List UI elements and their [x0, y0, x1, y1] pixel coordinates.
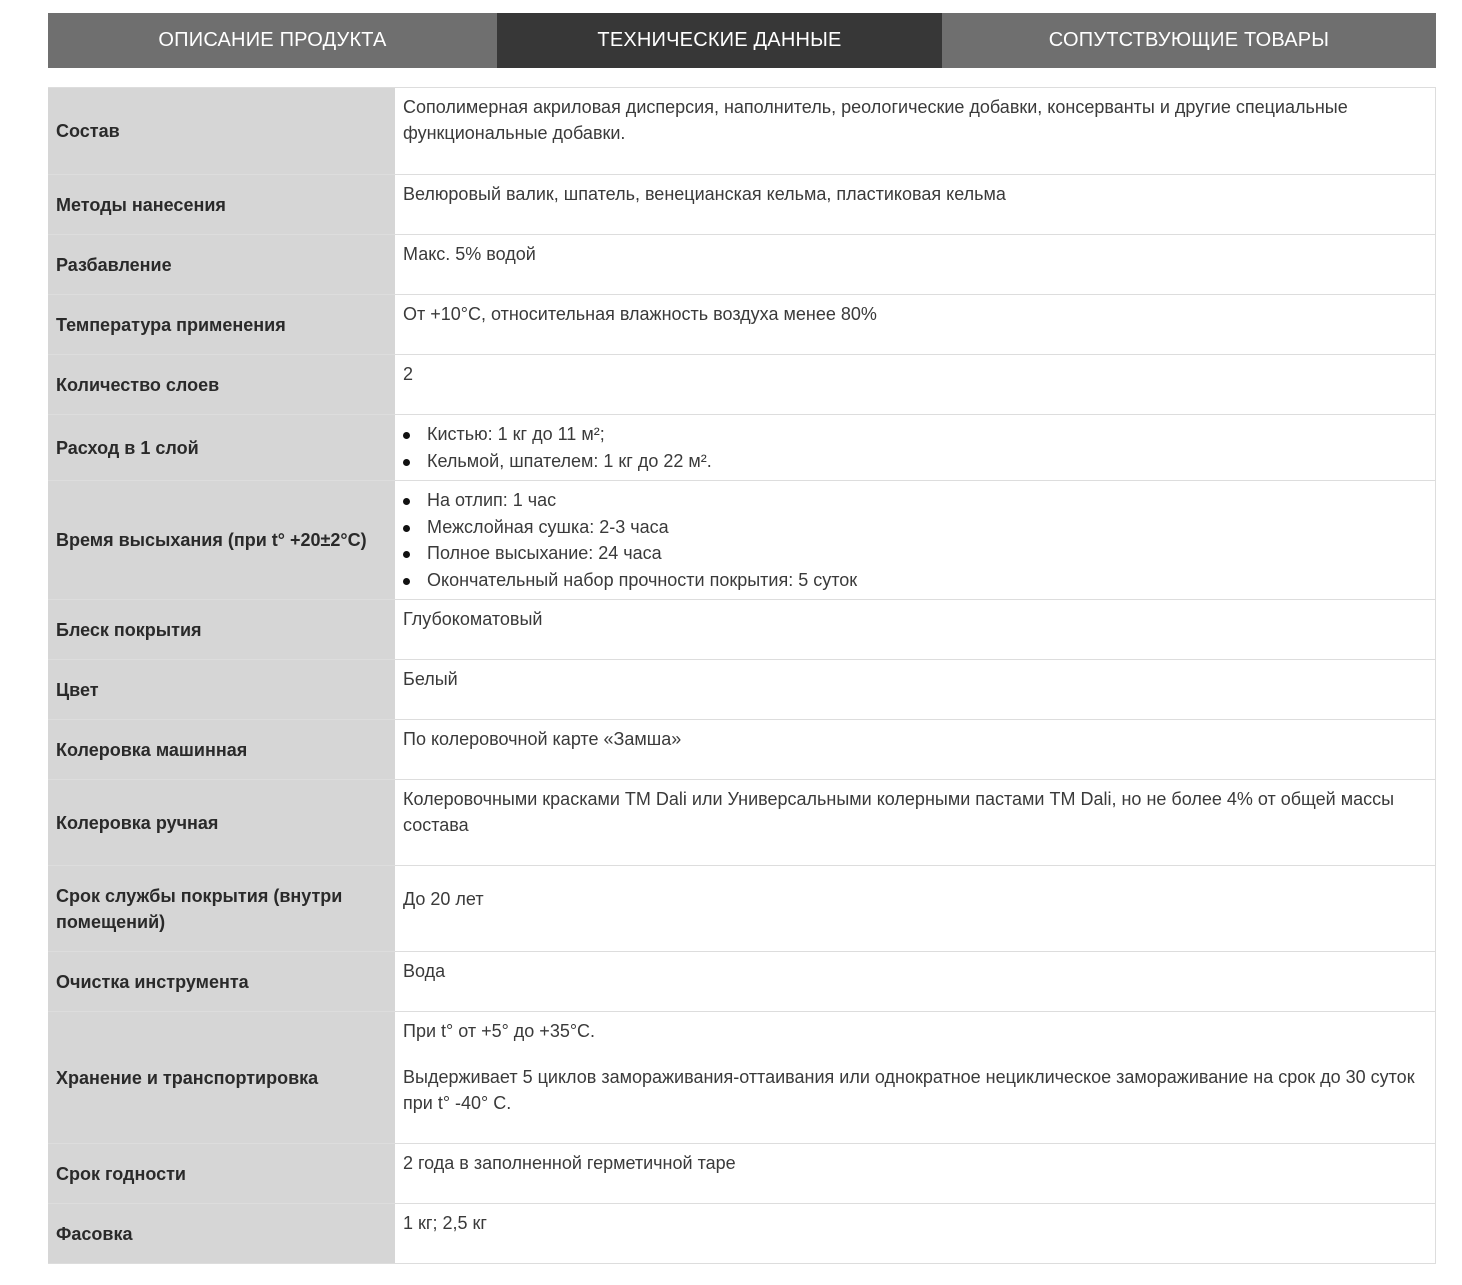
- spec-row: [48, 1012, 1436, 1144]
- spec-row: [48, 600, 1436, 660]
- spec-row: [48, 415, 1436, 481]
- tab-related-products[interactable]: СОПУТСТВУЮЩИЕ ТОВАРЫ: [942, 13, 1436, 68]
- spec-value: Белый: [395, 660, 1436, 720]
- bullet-list: [403, 487, 1427, 593]
- spec-row: [48, 235, 1436, 295]
- spec-value: От +10°C, относительная влажность воздуха менее 80%: [395, 295, 1436, 355]
- spec-row: [48, 88, 1436, 175]
- spec-row: [48, 780, 1436, 866]
- spec-value: До 20 лет: [395, 866, 1436, 952]
- spec-row: [48, 295, 1436, 355]
- spec-value: Макс. 5% водой: [395, 235, 1436, 295]
- spec-row: [48, 660, 1436, 720]
- list-item: Кельмой, шпателем: 1 кг до 22 м².: [403, 448, 1427, 475]
- spec-label: Блеск покрытия: [48, 600, 395, 660]
- spec-label: Очистка инструмента: [48, 952, 395, 1012]
- spec-value: [395, 1012, 1436, 1144]
- spec-label: Методы нанесения: [48, 175, 395, 235]
- spec-label: Температура применения: [48, 295, 395, 355]
- spec-value: [395, 481, 1436, 600]
- spec-row: [48, 1144, 1436, 1204]
- tab-technical-data[interactable]: ТЕХНИЧЕСКИЕ ДАННЫЕ: [497, 13, 942, 68]
- spec-label: Состав: [48, 88, 395, 175]
- spec-value: Велюровый валик, шпатель, венецианская кельма, пластиковая кельма: [395, 175, 1436, 235]
- spec-value: Сополимерная акриловая дисперсия, наполнитель, реологические добавки, консерванты и другие специальные функциональные добавки.: [395, 88, 1436, 175]
- spec-value: Вода: [395, 952, 1436, 1012]
- spec-label: Фасовка: [48, 1204, 395, 1264]
- spec-value: 2 года в заполненной герметичной таре: [395, 1144, 1436, 1204]
- spec-label: Срок службы покрытия (внутри помещений): [48, 866, 395, 952]
- spec-row: [48, 355, 1436, 415]
- spec-value: Глубокоматовый: [395, 600, 1436, 660]
- spec-label: Хранение и транспортировка: [48, 1012, 395, 1144]
- spec-paragraph: При t° от +5° до +35°С.: [403, 1021, 596, 1041]
- spec-row: [48, 866, 1436, 952]
- spec-label: Количество слоев: [48, 355, 395, 415]
- spec-row: [48, 720, 1436, 780]
- spec-value: По колеровочной карте «Замша»: [395, 720, 1436, 780]
- spec-table: [48, 87, 1436, 1264]
- list-item: Межслойная сушка: 2-3 часа: [403, 514, 1427, 541]
- spec-label: Колеровка машинная: [48, 720, 395, 780]
- spec-paragraph: Выдерживает 5 циклов замораживания-оттаивания или однократное нециклическое замораживание на срок до 30 суток при t° -40° С.: [403, 1067, 1415, 1113]
- spec-label: Срок годности: [48, 1144, 395, 1204]
- list-item: Полное высыхание: 24 часа: [403, 540, 1427, 567]
- spec-value: [395, 415, 1436, 481]
- spec-row: [48, 952, 1436, 1012]
- spec-label: Цвет: [48, 660, 395, 720]
- spec-label: Время высыхания (при t° +20±2°С): [48, 481, 395, 600]
- tab-product-description[interactable]: ОПИСАНИЕ ПРОДУКТА: [48, 13, 497, 68]
- list-item: Окончательный набор прочности покрытия: 5 суток: [403, 567, 1427, 594]
- tab-bar: [48, 13, 1436, 68]
- spec-row: [48, 481, 1436, 600]
- list-item: Кистью: 1 кг до 11 м²;: [403, 421, 1427, 448]
- list-item: На отлип: 1 час: [403, 487, 1427, 514]
- spec-row: [48, 1204, 1436, 1264]
- spec-row: [48, 175, 1436, 235]
- bullet-list: [403, 421, 1427, 474]
- spec-value: 2: [395, 355, 1436, 415]
- spec-value: 1 кг; 2,5 кг: [395, 1204, 1436, 1264]
- spec-label: Колеровка ручная: [48, 780, 395, 866]
- spec-value: Колеровочными красками ТМ Dali или Универсальными колерными пастами ТМ Dali, но не более 4% от общей массы состава: [395, 780, 1436, 866]
- spec-label: Разбавление: [48, 235, 395, 295]
- spec-label: Расход в 1 слой: [48, 415, 395, 481]
